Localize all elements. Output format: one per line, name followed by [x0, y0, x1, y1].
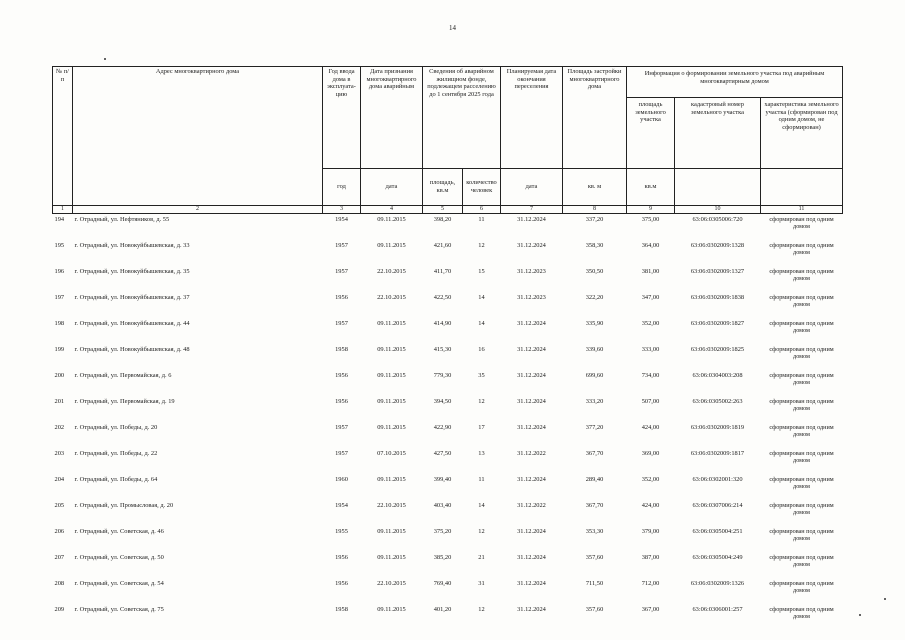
- row-address: г. Отрадный, ул. Советская, д. 75: [74, 606, 164, 613]
- row-cadastral: 63:06:0305004:249: [692, 554, 743, 561]
- row-number: 202: [54, 424, 65, 431]
- header-land-info: [627, 67, 843, 169]
- row-address: г. Отрадный, ул. Советская, д. 50: [74, 554, 164, 561]
- row-land-area: 381,00: [641, 268, 660, 275]
- row-number: 194: [54, 216, 65, 223]
- header-land-area: площадь земельного участка: [627, 98, 675, 168]
- row-planned-date: 31.12.2024: [517, 580, 546, 587]
- row-people: 13: [478, 450, 485, 457]
- row-planned-date: 31.12.2024: [517, 320, 546, 327]
- row-land-area: 364,00: [641, 242, 660, 249]
- row-characteristic: сформирован под одним домом: [769, 294, 834, 309]
- table-row: [53, 500, 843, 526]
- row-address: г. Отрадный, ул. Первомайская, д. 19: [74, 398, 175, 405]
- row-year: 1954: [335, 216, 348, 223]
- row-address: г. Отрадный, ул. Советская, д. 54: [74, 580, 164, 587]
- row-address: г. Отрадный, ул. Первомайская, д. 6: [74, 372, 172, 379]
- row-build-area: 699,60: [585, 372, 604, 379]
- row-number: 204: [54, 476, 65, 483]
- row-address: г. Отрадный, ул. Новокуйбышевская, д. 33: [74, 242, 190, 249]
- row-year: 1957: [335, 242, 348, 249]
- row-build-area: 322,20: [585, 294, 604, 301]
- row-fund-area: 401,20: [433, 606, 452, 613]
- row-recognition-date: 09.11.2015: [377, 346, 406, 353]
- row-fund-area: 769,40: [433, 580, 452, 587]
- column-number-row: [53, 206, 843, 214]
- row-address: г. Отрадный, ул. Нефтяников, д. 55: [74, 216, 170, 223]
- row-land-area: 507,00: [641, 398, 660, 405]
- row-fund-area: 385,20: [433, 554, 452, 561]
- row-address: г. Отрадный, ул. Советская, д. 46: [74, 528, 164, 535]
- row-recognition-date: 09.11.2015: [377, 398, 406, 405]
- row-recognition-date: 09.11.2015: [377, 554, 406, 561]
- scan-speck: [104, 58, 106, 60]
- col-num: 9: [627, 206, 675, 214]
- row-fund-area: 375,20: [433, 528, 452, 535]
- row-year: 1956: [335, 580, 348, 587]
- row-build-area: 289,40: [585, 476, 604, 483]
- row-build-area: 377,20: [585, 424, 604, 431]
- col-num: 6: [463, 206, 501, 214]
- row-address: г. Отрадный, ул. Промысловая, д. 20: [74, 502, 174, 509]
- table-row: [53, 552, 843, 578]
- row-number: 203: [54, 450, 65, 457]
- row-fund-area: 422,50: [433, 294, 452, 301]
- row-characteristic: сформирован под одним домом: [769, 554, 834, 569]
- row-land-area: 387,00: [641, 554, 660, 561]
- row-build-area: 367,70: [585, 502, 604, 509]
- row-planned-date: 31.12.2023: [517, 294, 546, 301]
- row-number: 196: [54, 268, 65, 275]
- row-address: г. Отрадный, ул. Новокуйбышевская, д. 48: [74, 346, 190, 353]
- row-land-area: 712,00: [641, 580, 660, 587]
- row-cadastral: 63:06:0305006:720: [692, 216, 743, 223]
- row-fund-area: 779,30: [433, 372, 452, 379]
- table-row: [53, 448, 843, 474]
- row-fund-area: 403,40: [433, 502, 452, 509]
- row-address: г. Отрадный, ул. Победы, д. 20: [74, 424, 158, 431]
- row-cadastral: 63:06:0302009:1817: [690, 450, 745, 457]
- row-people: 12: [478, 398, 485, 405]
- row-number: 200: [54, 372, 65, 379]
- row-recognition-date: 22.10.2015: [377, 502, 406, 509]
- unit-year: год: [323, 169, 361, 206]
- row-fund-area: 414,90: [433, 320, 452, 327]
- row-people: 35: [478, 372, 485, 379]
- row-planned-date: 31.12.2024: [517, 216, 546, 223]
- row-land-area: 424,00: [641, 502, 660, 509]
- header-fund: Сведения об аварийном жилищном фонде, подлежащем расселению до 1 сентября 2025 года: [423, 67, 501, 169]
- row-planned-date: 31.12.2024: [517, 346, 546, 353]
- row-fund-area: 427,50: [433, 450, 452, 457]
- row-number: 199: [54, 346, 65, 353]
- row-planned-date: 31.12.2023: [517, 268, 546, 275]
- row-number: 195: [54, 242, 65, 249]
- unit-fund-area: площадь, кв.м: [423, 169, 463, 206]
- row-year: 1954: [335, 502, 348, 509]
- row-fund-area: 399,40: [433, 476, 452, 483]
- row-fund-area: 421,60: [433, 242, 452, 249]
- page-number: 14: [449, 24, 456, 32]
- table-row: [53, 266, 843, 292]
- row-number: 207: [54, 554, 65, 561]
- row-fund-area: 422,90: [433, 424, 452, 431]
- row-land-area: 424,00: [641, 424, 660, 431]
- row-recognition-date: 09.11.2015: [377, 372, 406, 379]
- row-characteristic: сформирован под одним домом: [769, 580, 834, 595]
- row-recognition-date: 09.11.2015: [377, 528, 406, 535]
- row-year: 1957: [335, 450, 348, 457]
- row-characteristic: сформирован под одним домом: [769, 242, 834, 257]
- row-cadastral: 63:06:0302009:1825: [690, 346, 745, 353]
- row-land-area: 333,00: [641, 346, 660, 353]
- row-address: г. Отрадный, ул. Новокуйбышевская, д. 37: [74, 294, 190, 301]
- row-planned-date: 31.12.2024: [517, 476, 546, 483]
- row-fund-area: 394,50: [433, 398, 452, 405]
- row-cadastral: 63:06:0305002:263: [692, 398, 743, 405]
- row-people: 14: [478, 320, 485, 327]
- unit-date: дата: [361, 169, 423, 206]
- row-recognition-date: 09.11.2015: [377, 320, 406, 327]
- table-row: [53, 214, 843, 241]
- row-cadastral: 63:06:0302009:1827: [690, 320, 745, 327]
- row-number: 201: [54, 398, 65, 405]
- row-number: 206: [54, 528, 65, 535]
- row-planned-date: 31.12.2024: [517, 528, 546, 535]
- row-recognition-date: 09.11.2015: [377, 476, 406, 483]
- row-people: 15: [478, 268, 485, 275]
- row-land-area: 375,00: [641, 216, 660, 223]
- row-characteristic: сформирован под одним домом: [769, 372, 834, 387]
- table-row: [53, 422, 843, 448]
- row-cadastral: 63:06:0302009:1326: [690, 580, 745, 587]
- row-characteristic: сформирован под одним домом: [769, 398, 834, 413]
- header-characteristic: характеристика земельного участка (сформирован под одним домом, не сформирован): [764, 101, 839, 132]
- table-row: [53, 240, 843, 266]
- row-build-area: 333,20: [585, 398, 604, 405]
- row-characteristic: сформирован под одним домом: [769, 268, 834, 283]
- col-num: 4: [361, 206, 423, 214]
- row-recognition-date: 22.10.2015: [377, 294, 406, 301]
- row-build-area: 357,60: [585, 606, 604, 613]
- row-recognition-date: 09.11.2015: [377, 216, 406, 223]
- row-characteristic: сформирован под одним домом: [769, 346, 834, 361]
- row-characteristic: сформирован под одним домом: [769, 502, 834, 517]
- header-year: Год ввода дома в эксплуата-цию: [323, 67, 361, 169]
- row-planned-date: 31.12.2022: [517, 502, 546, 509]
- unit-cadastral: [675, 169, 761, 206]
- table-row: [53, 396, 843, 422]
- table-row: [53, 604, 843, 630]
- table-row: [53, 526, 843, 552]
- row-planned-date: 31.12.2024: [517, 242, 546, 249]
- row-address: г. Отрадный, ул. Новокуйбышевская, д. 35: [74, 268, 190, 275]
- row-characteristic: сформирован под одним домом: [769, 320, 834, 335]
- row-recognition-date: 09.11.2015: [377, 424, 406, 431]
- unit-land-area: кв.м: [627, 169, 675, 206]
- row-land-area: 369,00: [641, 450, 660, 457]
- row-year: 1957: [335, 268, 348, 275]
- row-planned-date: 31.12.2024: [517, 424, 546, 431]
- row-planned-date: 31.12.2022: [517, 450, 546, 457]
- row-people: 14: [478, 502, 485, 509]
- row-year: 1955: [335, 528, 348, 535]
- row-cadastral: 63:06:0305004:251: [692, 528, 743, 535]
- row-address: г. Отрадный, ул. Победы, д. 22: [74, 450, 158, 457]
- col-num: 8: [563, 206, 627, 214]
- table-row: [53, 292, 843, 318]
- row-number: 198: [54, 320, 65, 327]
- row-year: 1957: [335, 320, 348, 327]
- header-cadastral: кадастровый номер земельного участка: [675, 98, 761, 168]
- row-cadastral: 63:06:0306001:257: [692, 606, 743, 613]
- row-build-area: 367,70: [585, 450, 604, 457]
- row-cadastral: 63:06:0302009:1819: [690, 424, 745, 431]
- col-num: 1: [53, 206, 73, 214]
- header-planned-date: Планируемая дата окончания переселения: [501, 67, 563, 169]
- row-recognition-date: 09.11.2015: [377, 606, 406, 613]
- row-recognition-date: 22.10.2015: [377, 268, 406, 275]
- row-people: 17: [478, 424, 485, 431]
- unit-characteristic: [761, 169, 843, 206]
- header-address: Адрес многоквартирного дома: [73, 67, 323, 206]
- row-build-area: 350,50: [585, 268, 604, 275]
- row-build-area: 358,30: [585, 242, 604, 249]
- row-planned-date: 31.12.2024: [517, 554, 546, 561]
- row-land-area: 352,00: [641, 476, 660, 483]
- row-year: 1958: [335, 346, 348, 353]
- header-recognition-date: Дата признания многоквартирного дома аварийным: [361, 67, 423, 169]
- row-build-area: 335,90: [585, 320, 604, 327]
- row-people: 14: [478, 294, 485, 301]
- row-planned-date: 31.12.2024: [517, 398, 546, 405]
- row-cadastral: 63:06:0302009:1328: [690, 242, 745, 249]
- table-row: [53, 318, 843, 344]
- row-characteristic: сформирован под одним домом: [769, 450, 834, 465]
- row-cadastral: 63:06:0304003:208: [692, 372, 743, 379]
- header-build-area: Площадь застройки многоквартирного дома: [563, 67, 627, 169]
- row-recognition-date: 09.11.2015: [377, 242, 406, 249]
- row-characteristic: сформирован под одним домом: [769, 216, 834, 231]
- table-row: [53, 578, 843, 604]
- row-people: 16: [478, 346, 485, 353]
- row-people: 21: [478, 554, 485, 561]
- row-address: г. Отрадный, ул. Новокуйбышевская, д. 44: [74, 320, 190, 327]
- table-body: [53, 214, 843, 631]
- emergency-housing-table: [52, 66, 843, 630]
- row-number: 205: [54, 502, 65, 509]
- col-num: 10: [675, 206, 761, 214]
- row-fund-area: 411,70: [433, 268, 452, 275]
- table-row: [53, 370, 843, 396]
- header-land-subcols: [627, 98, 842, 168]
- row-cadastral: 63:06:0302001:320: [692, 476, 743, 483]
- row-planned-date: 31.12.2024: [517, 606, 546, 613]
- row-characteristic: сформирован под одним домом: [769, 528, 834, 543]
- col-num: 5: [423, 206, 463, 214]
- row-fund-area: 398,20: [433, 216, 452, 223]
- row-land-area: 352,00: [641, 320, 660, 327]
- row-recognition-date: 07.10.2015: [377, 450, 406, 457]
- col-num: 3: [323, 206, 361, 214]
- row-cadastral: 63:06:0302009:1327: [690, 268, 745, 275]
- row-build-area: 337,20: [585, 216, 604, 223]
- unit-build-area: кв. м: [563, 169, 627, 206]
- row-number: 208: [54, 580, 65, 587]
- row-year: 1957: [335, 424, 348, 431]
- col-num: 11: [761, 206, 843, 214]
- table-row: [53, 474, 843, 500]
- row-recognition-date: 22.10.2015: [377, 580, 406, 587]
- col-num: 7: [501, 206, 563, 214]
- row-build-area: 339,60: [585, 346, 604, 353]
- row-year: 1956: [335, 554, 348, 561]
- row-number: 209: [54, 606, 65, 613]
- row-fund-area: 415,30: [433, 346, 452, 353]
- row-build-area: 357,60: [585, 554, 604, 561]
- row-cadastral: 63:06:0307006:214: [692, 502, 743, 509]
- row-address: г. Отрадный, ул. Победы, д. 64: [74, 476, 158, 483]
- row-land-area: 379,00: [641, 528, 660, 535]
- row-year: 1956: [335, 398, 348, 405]
- row-build-area: 711,50: [585, 580, 604, 587]
- row-year: 1956: [335, 294, 348, 301]
- header-num: № п/п: [53, 67, 73, 206]
- row-year: 1960: [335, 476, 348, 483]
- row-people: 11: [478, 476, 485, 483]
- row-cadastral: 63:06:0302009:1838: [690, 294, 745, 301]
- unit-planned-date: дата: [501, 169, 563, 206]
- row-characteristic: сформирован под одним домом: [769, 606, 834, 621]
- row-people: 11: [478, 216, 485, 223]
- row-land-area: 367,00: [641, 606, 660, 613]
- row-number: 197: [54, 294, 65, 301]
- row-land-area: 734,00: [641, 372, 660, 379]
- row-people: 12: [478, 242, 485, 249]
- scan-speck: [884, 598, 886, 600]
- row-people: 31: [478, 580, 485, 587]
- row-characteristic: сформирован под одним домом: [769, 476, 834, 491]
- row-people: 12: [478, 606, 485, 613]
- table-row: [53, 344, 843, 370]
- row-characteristic: сформирован под одним домом: [769, 424, 834, 439]
- row-year: 1958: [335, 606, 348, 613]
- header-land-info-title: Информация о формировании земельного участка под аварийным многоквартирным домом: [627, 67, 842, 98]
- row-land-area: 347,00: [641, 294, 660, 301]
- row-planned-date: 31.12.2024: [517, 372, 546, 379]
- row-people: 12: [478, 528, 485, 535]
- row-build-area: 353,30: [585, 528, 604, 535]
- row-year: 1956: [335, 372, 348, 379]
- scan-speck: [859, 614, 861, 616]
- unit-people: количество человек: [463, 169, 501, 206]
- col-num: 2: [73, 206, 323, 214]
